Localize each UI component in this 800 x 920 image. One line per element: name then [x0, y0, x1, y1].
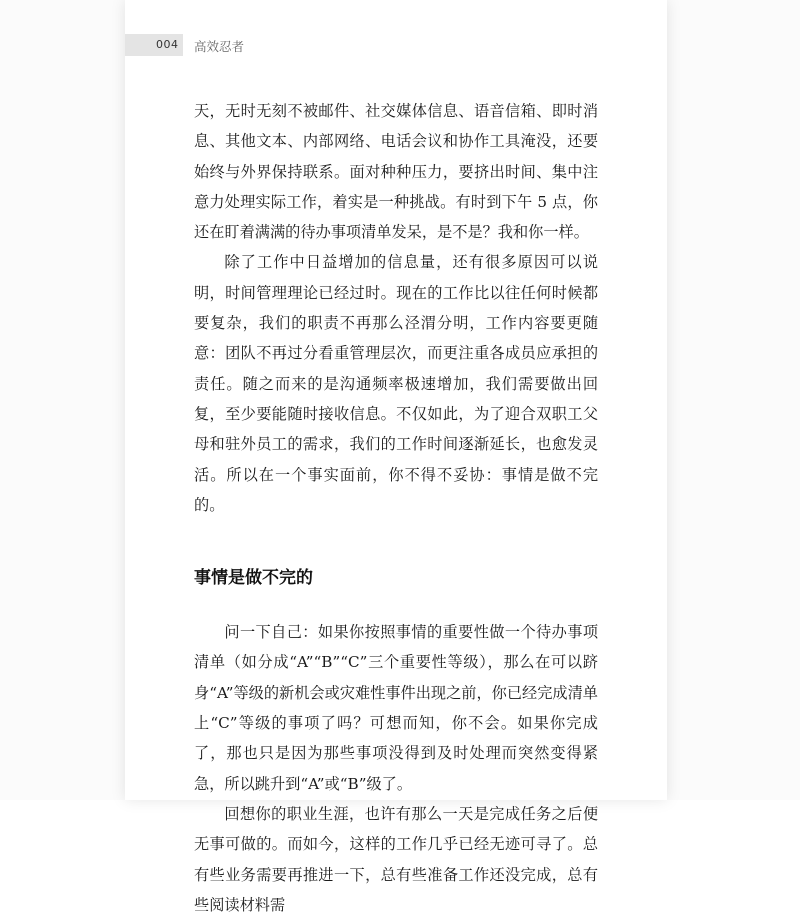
paragraph: 回想你的职业生涯，也许有那么一天是完成任务之后便无事可做的。而如今，这样的工作几乎已经无迹可寻了。总有些业务需要再推进一下，总有些准备工作还没完成，总有些阅读材料需: [194, 804, 598, 914]
body-text: [194, 96, 598, 920]
book-title: 高效忍者: [194, 39, 245, 54]
book-page: [125, 0, 667, 914]
paragraph: 问一下自己：如果你按照事情的重要性做一个待办事项清单（如分成“A”“B”“C”三个重要性等级），那么在可以跻身“A”等级的新机会或灾难性事件出现之前，你已经完成清单上“C”等级的事项了吗？可想而知，你不会。如果你完成了，那也只是因为那些事项没得到及时处理而突然变得紧急，所以跳升到“A”或“B”级了。: [194, 623, 598, 793]
running-header: [125, 34, 667, 56]
paragraph-continued: 天，无时无刻不被邮件、社交媒体信息、语音信箱、即时消息、其他文本、内部网络、电话会议和协作工具淹没，还要始终与外界保持联系。面对种种压力，要挤出时间、集中注意力处理实际工作，着实是一种挑战。有时到下午 5 点，你还在盯着满满的待办事项清单发呆，是不是？我和你一样。: [194, 102, 598, 242]
page-number-tab: [125, 34, 183, 56]
page-number: 004: [156, 38, 179, 51]
paragraph: 除了工作中日益增加的信息量，还有很多原因可以说明，时间管理理论已经过时。现在的工作比以往任何时候都要复杂，我们的职责不再那么泾渭分明，工作内容要更随意：团队不再过分看重管理层次，而更注重各成员应承担的责任。随之而来的是沟通频率极速增加，我们需要做出回复，至少要能随时接收信息。不仅如此，为了迎合双职工父母和驻外员工的需求，我们的工作时间逐渐延长，也愈发灵活。所以在一个事实面前，你不得不妥协：事情是做不完的。: [194, 253, 598, 514]
section-heading: 事情是做不完的: [194, 568, 313, 589]
